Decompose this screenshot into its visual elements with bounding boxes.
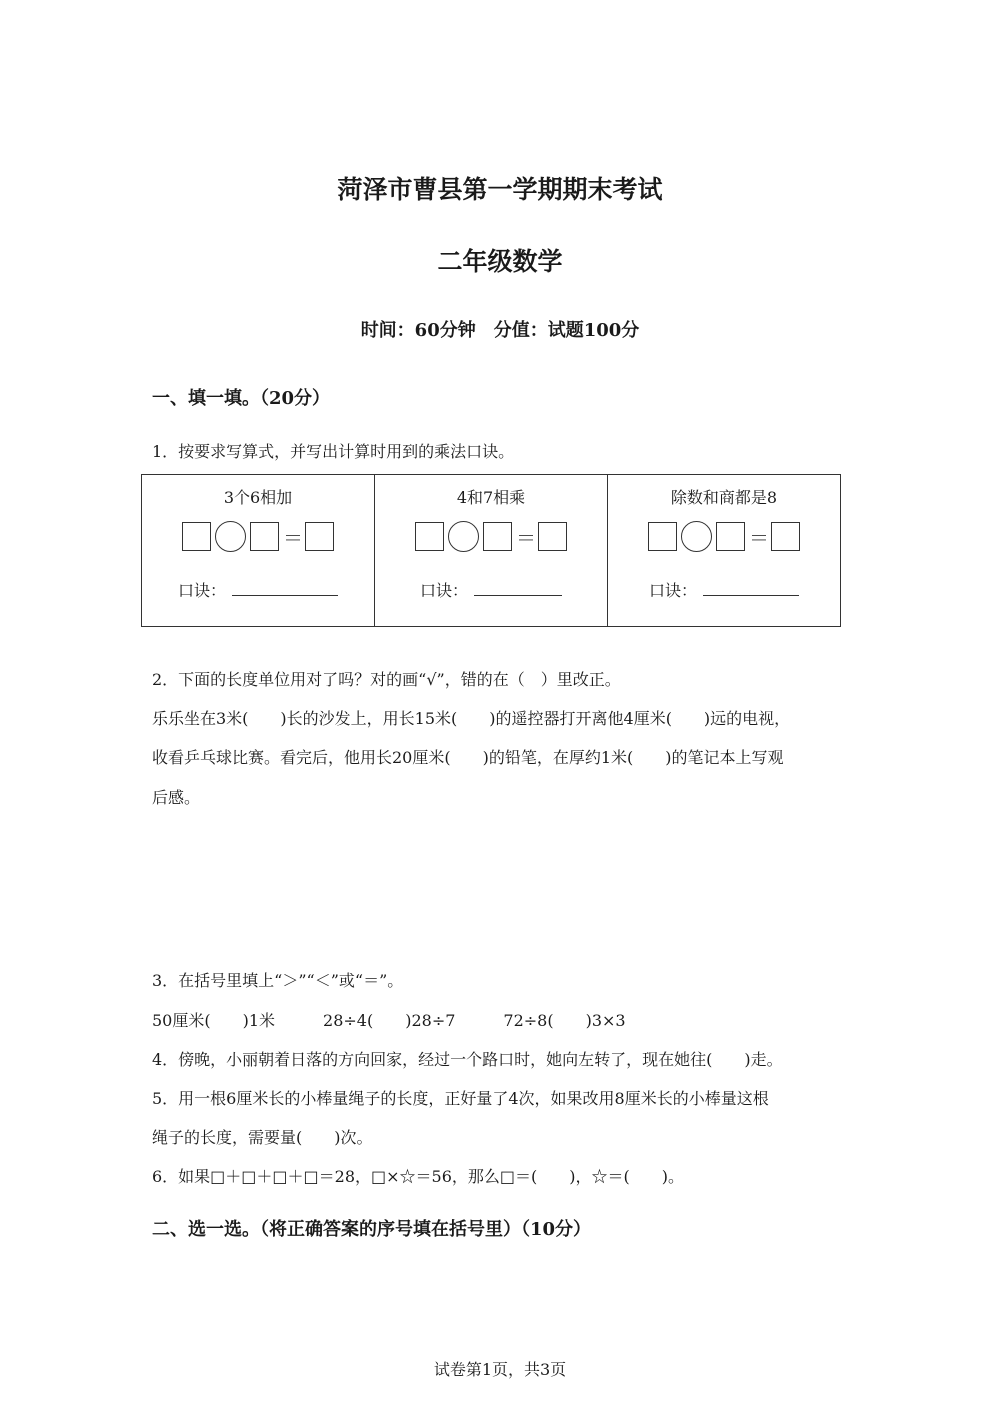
answer-box[interactable]: [483, 522, 512, 551]
koujue-label: 口诀：: [177, 581, 226, 600]
answer-box[interactable]: [415, 522, 444, 551]
answer-box[interactable]: [182, 522, 211, 551]
koujue-row: [608, 578, 840, 601]
question-5-line: 绳子的长度，需要量( )次。: [152, 1128, 373, 1147]
question-2-text: 2．下面的长度单位用对了吗？对的画“√”，错的在（ ）里改正。: [152, 670, 621, 689]
koujue-blank[interactable]: [474, 581, 562, 596]
answer-box[interactable]: [250, 522, 279, 551]
cell-label: 3个6相加: [223, 488, 293, 507]
section-2-heading: 二、选一选。（将正确答案的序号填在括号里）（10分）: [152, 1219, 592, 1240]
equals-sign: ＝: [749, 525, 769, 550]
koujue-label: 口诀：: [419, 581, 468, 600]
section-1-heading: 一、填一填。（20分）: [152, 388, 331, 409]
question-1-text: 1．按要求写算式，并写出计算时用到的乘法口诀。: [152, 442, 515, 461]
question-1-cell: [142, 475, 375, 627]
question-1-cell: [375, 475, 608, 627]
operator-circle[interactable]: [215, 521, 246, 552]
answer-box[interactable]: [305, 522, 334, 551]
answer-box[interactable]: [771, 522, 800, 551]
cell-label: 除数和商都是8: [670, 488, 778, 507]
exam-meta: 时间：60分钟 分值：试题100分: [360, 320, 640, 341]
question-3-text: 3．在括号里填上“＞”“＜”或“＝”。: [152, 971, 404, 990]
page-footer: 试卷第1页，共3页: [433, 1360, 567, 1379]
answer-box[interactable]: [648, 522, 677, 551]
operator-circle[interactable]: [681, 521, 712, 552]
question-6-text: 6．如果□＋□＋□＋□＝28，□×☆＝56，那么□＝( )，☆＝( )。: [152, 1167, 684, 1186]
answer-box[interactable]: [538, 522, 567, 551]
equals-sign: ＝: [516, 525, 536, 550]
question-2-line: 乐乐坐在3米( )长的沙发上，用长15米( )的遥控器打开离他4厘米( )远的电视，: [152, 709, 791, 728]
cell-label: 4和7相乘: [456, 488, 526, 507]
equation-blanks: [375, 520, 607, 552]
question-2-line: 后感。: [152, 788, 201, 807]
koujue-blank[interactable]: [232, 581, 338, 596]
exam-subject: 二年级数学: [437, 247, 563, 276]
question-3-line: 50厘米( )1米 28÷4( )28÷7 72÷8( )3×3: [152, 1011, 626, 1030]
equation-blanks: [142, 520, 374, 552]
equals-sign: ＝: [283, 525, 303, 550]
question-2-line: 收看乒乓球比赛。看完后，他用长20厘米( )的铅笔，在厚约1米( )的笔记本上写观: [152, 748, 784, 767]
exam-title: 菏泽市曹县第一学期期末考试: [337, 175, 663, 204]
koujue-row: [375, 578, 607, 601]
koujue-label: 口诀：: [648, 581, 697, 600]
question-4-text: 4．傍晚，小丽朝着日落的方向回家，经过一个路口时，她向左转了，现在她往( )走。: [152, 1050, 783, 1069]
question-5-line: 5．用一根6厘米长的小棒量绳子的长度，正好量了4次，如果改用8厘米长的小棒量这根: [152, 1089, 769, 1108]
koujue-row: [142, 578, 374, 601]
equation-blanks: [608, 520, 840, 552]
question-1-table: [141, 474, 841, 627]
koujue-blank[interactable]: [703, 581, 799, 596]
answer-box[interactable]: [716, 522, 745, 551]
operator-circle[interactable]: [448, 521, 479, 552]
question-1-cell: [608, 475, 841, 627]
